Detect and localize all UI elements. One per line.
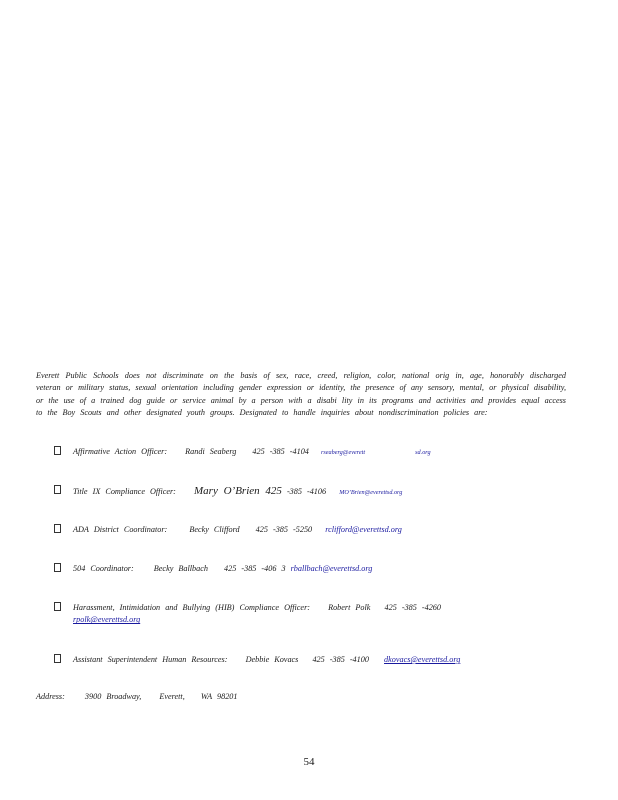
address-label: Address: [36, 692, 65, 701]
contact-email-link[interactable]: rballbach@everettsd.org [290, 564, 373, 573]
contact-role: Title IX Compliance Officer: [73, 487, 176, 496]
contact-affirmative-action [54, 446, 534, 459]
contact-role: Affirmative Action Officer: [73, 447, 168, 456]
contact-504-coordinator [54, 563, 534, 575]
contact-role: Assistant Superintendent Human Resources: [73, 655, 228, 664]
contact-email-link-continued[interactable]: sd.org [415, 449, 431, 456]
bullet-icon [54, 654, 61, 663]
bullet-icon [54, 602, 61, 611]
contact-role: ADA District Coordinator: [73, 525, 168, 534]
contact-name: Randi Seaberg [185, 447, 237, 456]
contact-name: Becky Ballbach [153, 564, 208, 573]
contact-title-ix [54, 485, 534, 499]
contact-phone: 425 -385 -406 3 [224, 564, 286, 573]
contact-phone: 425 -385 -5250 [255, 525, 313, 534]
contact-phone: -385 -4106 [286, 487, 327, 496]
page-number: 54 [303, 756, 315, 768]
bullet-icon [54, 524, 61, 533]
contact-ada-coordinator [54, 524, 534, 536]
address-street: 3900 Broadway, [84, 692, 142, 701]
contact-role: 504 Coordinator: [73, 564, 134, 573]
contact-assistant-superintendent [54, 654, 534, 666]
contact-email-link[interactable]: rseaberg@everett [320, 449, 366, 456]
contact-phone: 425 -385 -4104 [252, 447, 309, 456]
contact-name: Robert Polk [328, 603, 371, 612]
contact-name: Mary O’Brien 425 [194, 485, 282, 497]
contact-role: Harassment, Intimidation and Bullying (HIB) Compliance Officer: [73, 603, 310, 612]
bullet-icon [54, 563, 61, 572]
contact-email-link[interactable]: rclifford@everettsd.org [325, 525, 402, 534]
contact-email-link[interactable]: dkovacs@everettsd.org [384, 655, 461, 664]
nondiscrimination-statement: Everett Public Schools does not discriminate on the basis of sex, race, creed, religion, color, national orig in, age, honorably discharged veteran or military status, sexual orientation including gender expression or identity, the presence of any sensory, mental, or physical disability, or the use of a trained dog guide or service animal by a person with a disabi lity in its programs and activities and provides equal access to the Boy Scouts and other designated youth groups. Designated to handle inquiries about nondiscrimination policies are: [36, 371, 566, 418]
bullet-icon [54, 485, 61, 494]
contact-name: Becky Clifford [189, 525, 240, 534]
district-address [36, 692, 237, 701]
contact-hib-compliance [54, 602, 534, 627]
contact-email-link[interactable]: MO’Brien@everettsd.org [339, 489, 403, 496]
contact-name: Debbie Kovacs [245, 655, 299, 664]
contact-phone: 425 -385 -4260 [384, 603, 441, 612]
bullet-icon [54, 446, 61, 455]
contact-email-link[interactable]: rpolk@everettsd.org [73, 615, 141, 625]
address-city: Everett, [159, 692, 185, 701]
contact-phone: 425 -385 -4100 [312, 655, 369, 664]
address-state-zip: WA 98201 [200, 692, 238, 701]
